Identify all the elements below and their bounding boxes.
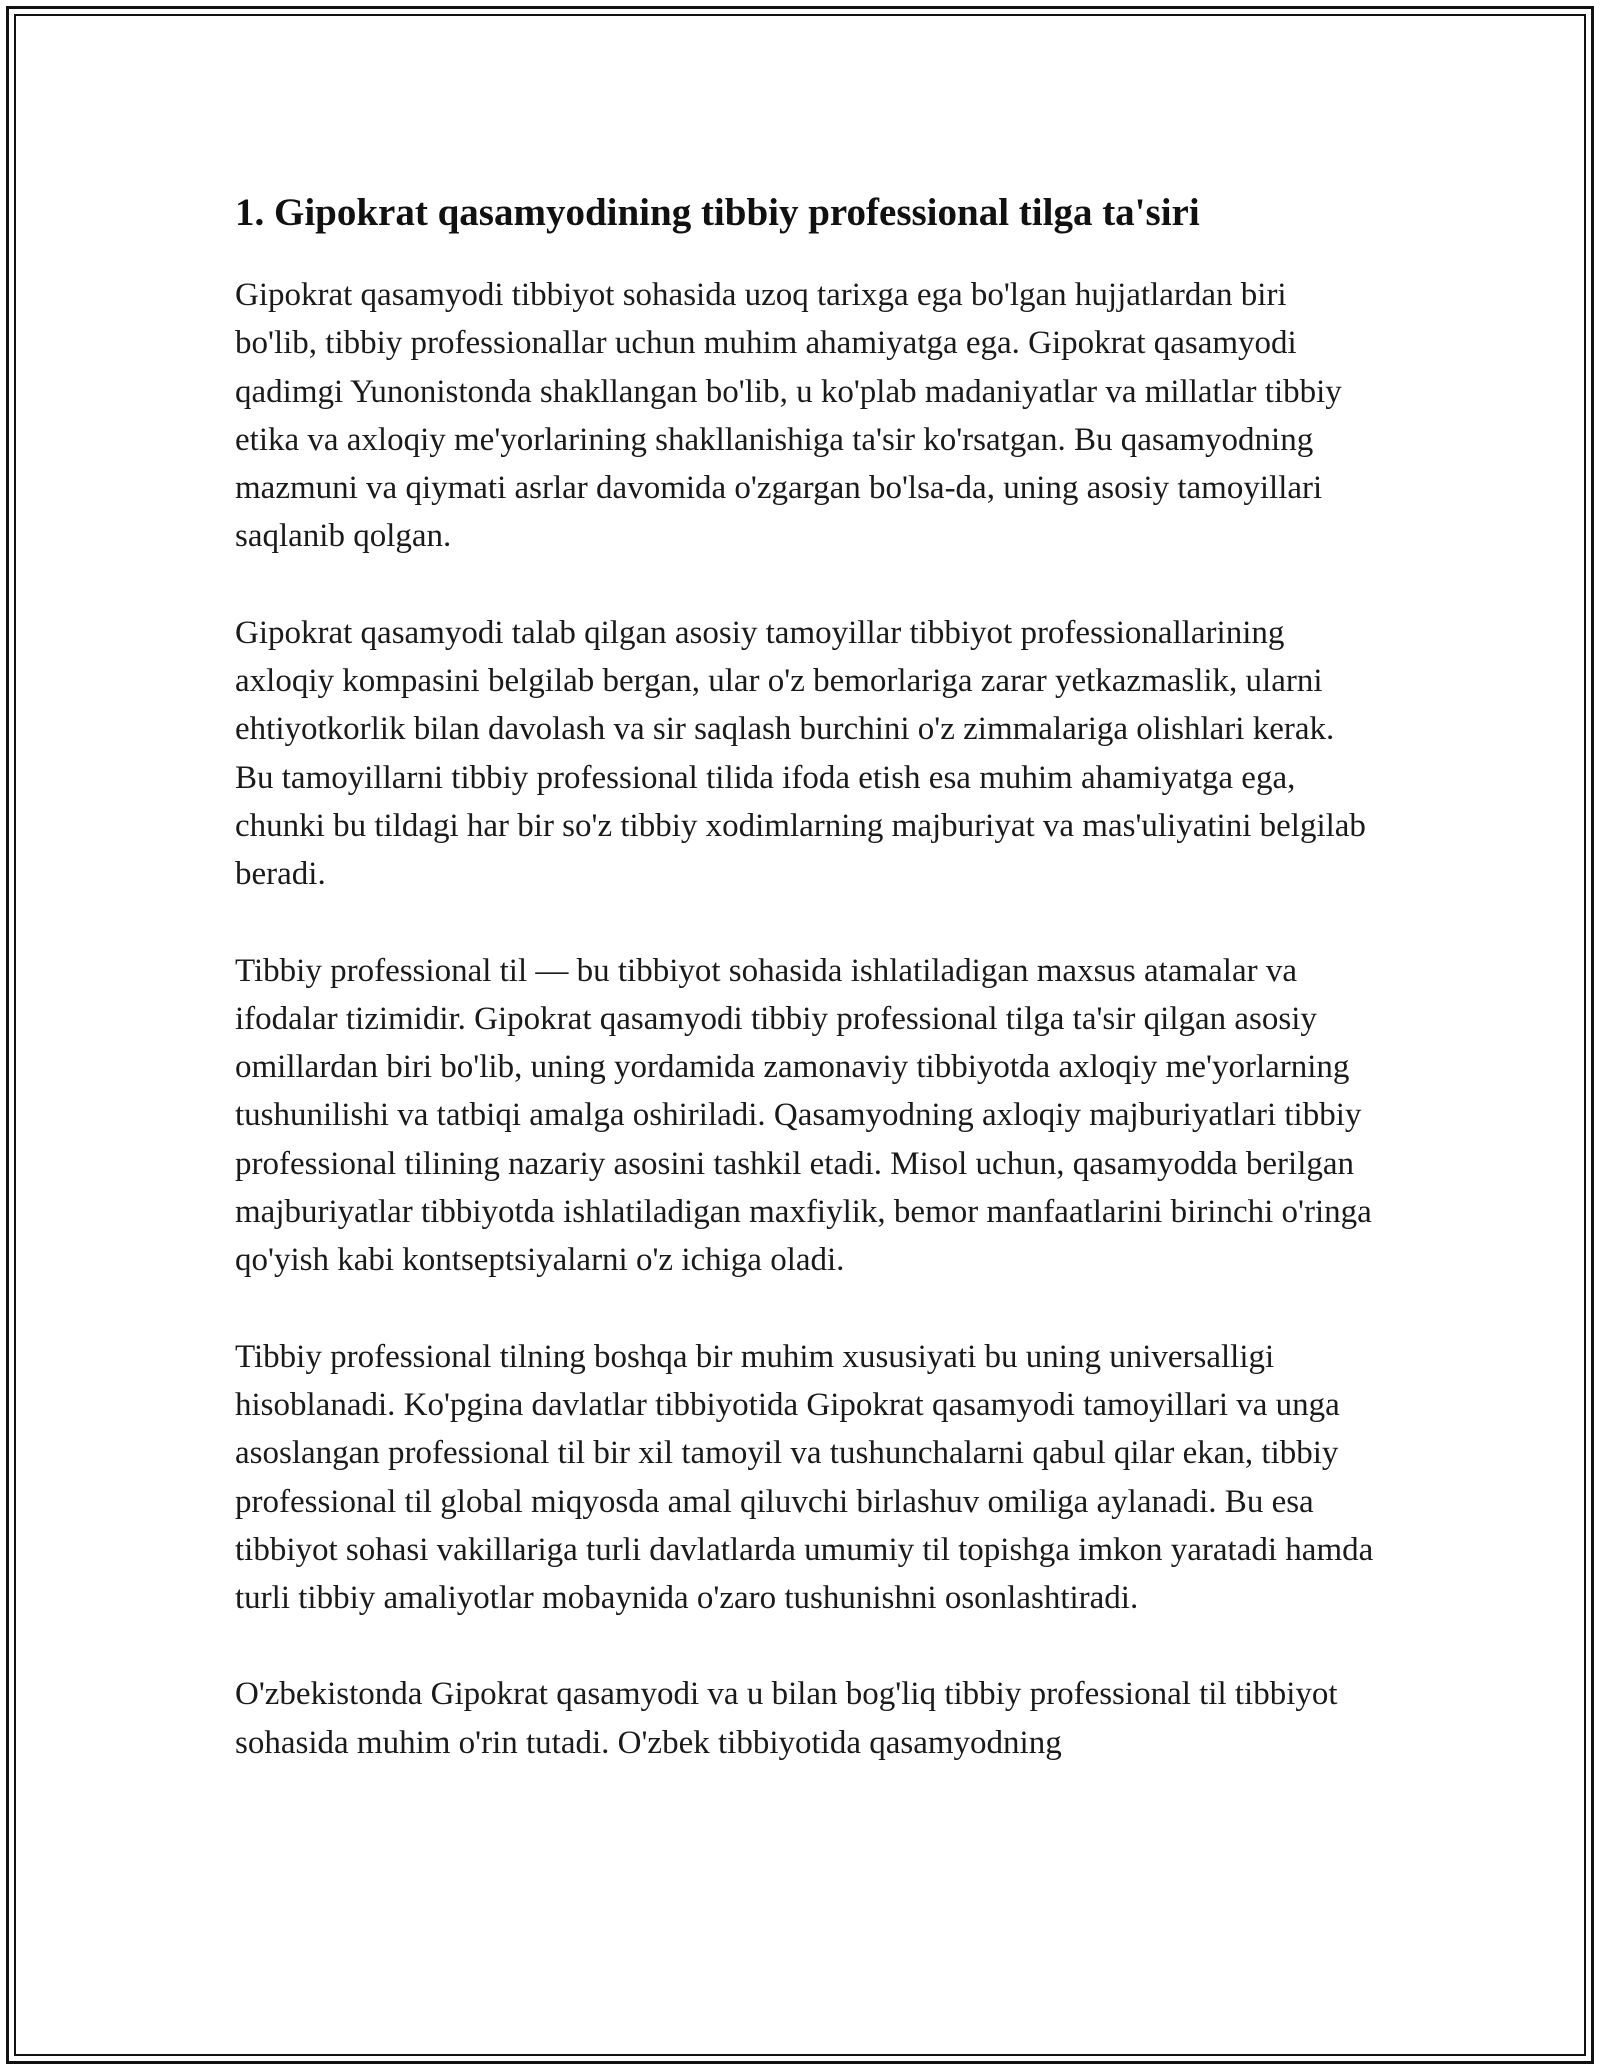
section-heading: 1. Gipokrat qasamyodining tibbiy professional tilga ta'siri: [235, 191, 1200, 234]
document-body: [235, 185, 1375, 1815]
paragraph-3: Tibbiy professional til — bu tibbiyot sohasida ishlatiladigan maxsus atamalar va ifodalar tizimidir. Gipokrat qasamyodi tibbiy professional tilga ta'sir qilgan asosiy omillardan biri bo'lib, uning yordamida zamonaviy tibbiyotda axloqiy me'yorlarning tushunilishi va tatbiqi amalga oshiriladi. Qasamyodning axloqiy majburiyatlari tibbiy professional tilining nazariy asosini tashkil etadi. Misol uchun, qasamyodda berilgan majburiyatlar tibbiyotda ishlatiladigan maxfiylik, bemor manfaatlarini birinchi o'ringa qo'yish kabi kontseptsiyalarni o'z ichiga oladi.: [235, 952, 1372, 1279]
paragraph-2: Gipokrat qasamyodi talab qilgan asosiy tamoyillar tibbiyot professionallarining axloqiy kompasini belgilab bergan, ular o'z bemorlariga zarar yetkazmaslik, ularni ehtiyotkorlik bilan davolash va sir saqlash burchini o'z zimmalariga olishlari kerak. Bu tamoyillarni tibbiy professional tilida ifoda etish esa muhim ahamiyatga ega, chunki bu tildagi har bir so'z tibbiy xodimlarning majburiyat va mas'uliyatini belgilab beradi.: [235, 614, 1366, 893]
paragraph-4: Tibbiy professional tilning boshqa bir muhim xususiyati bu uning universalligi hisoblanadi. Ko'pgina davlatlar tibbiyotida Gipokrat qasamyodi tamoyillari va unga asoslangan professional til bir xil tamoyil va tushunchalarni qabul qilar ekan, tibbiy professional til global miqyosda amal qiluvchi birlashuv omiliga aylanadi. Bu esa tibbiyot sohasi vakillariga turli davlatlarda umumiy til topishga imkon yaratadi hamda turli tibbiy amaliyotlar mobaynida o'zaro tushunishni osonlashtiradi.: [235, 1338, 1374, 1617]
paragraph-5: O'zbekistonda Gipokrat qasamyodi va u bilan bog'liq tibbiy professional til tibbiyot sohasida muhim o'rin tutadi. O'zbek tibbiyotida qasamyodning: [235, 1676, 1338, 1761]
paragraph-1: Gipokrat qasamyodi tibbiyot sohasida uzoq tarixga ega bo'lgan hujjatlardan biri bo'lib, tibbiy professionallar uchun muhim ahamiyatga ega. Gipokrat qasamyodi qadimgi Yunonistonda shakllangan bo'lib, u ko'plab madaniyatlar va millatlar tibbiy etika va axloqiy me'yorlarining shakllanishiga ta'sir ko'rsatgan. Bu qasamyodning mazmuni va qiymati asrlar davomida o'zgargan bo'lsa-da, uning asosiy tamoyillari saqlanib qolgan.: [235, 277, 1342, 555]
